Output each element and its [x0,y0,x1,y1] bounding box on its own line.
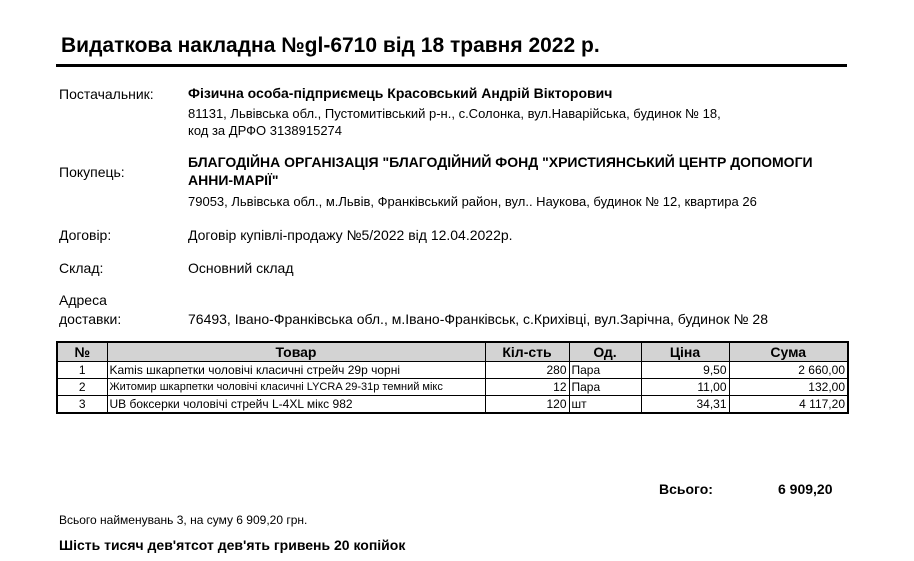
total-label: Всього: [659,481,713,497]
row-product: UB боксерки чоловічі стрейч L-4XL мікс 982 [107,396,485,414]
table-header-row [57,342,848,362]
total-in-words: Шість тисяч дев'ятсот дев'ять гривень 20 копійок [59,537,406,553]
contract-value: Договір купівлі-продажу №5/2022 від 12.04.2022р. [188,227,513,243]
header-qty: Кіл-сть [485,342,569,362]
warehouse-label: Склад: [59,260,104,276]
buyer-label: Покупець: [59,164,125,180]
row-product: Kamis шкарпетки чоловічі класичні стрейч 29р чорні [107,362,485,379]
items-table [56,341,849,414]
title-divider [56,64,847,67]
buyer-name-line2: АННИ-МАРІЇ" [188,172,279,188]
row-unit: Пара [569,362,641,379]
supplier-label: Постачальник: [59,86,154,102]
row-unit: шт [569,396,641,414]
row-price: 34,31 [641,396,729,414]
row-qty: 120 [485,396,569,414]
row-num: 2 [57,379,107,396]
row-product: Житомир шкарпетки чоловічі класичні LYCRA 29-31р темний мікс [107,379,485,396]
supplier-address: 81131, Львівська обл., Пустомитівський р-н., с.Солонка, вул.Наварійська, будинок № 18, [188,106,721,121]
delivery-address: 76493, Івано-Франківська обл., м.Івано-Франківськ, с.Крихівці, вул.Зарічна, будинок № 28 [188,311,769,327]
document-title: Видаткова накладна №gl-6710 від 18 травня 2022 р. [61,34,600,57]
row-qty: 12 [485,379,569,396]
header-num: № [57,342,107,362]
items-summary: Всього найменувань 3, на суму 6 909,20 грн. [59,513,308,527]
row-price: 9,50 [641,362,729,379]
header-product: Товар [107,342,485,362]
row-sum: 2 660,00 [729,362,848,379]
contract-label: Договір: [59,227,112,243]
table-row [57,362,848,379]
warehouse-value: Основний склад [188,260,294,276]
total-value: 6 909,20 [778,481,833,497]
buyer-name-line1: БЛАГОДІЙНА ОРГАНІЗАЦІЯ "БЛАГОДІЙНИЙ ФОНД "ХРИСТИЯНСЬКИЙ ЦЕНТР ДОПОМОГИ [188,154,813,170]
row-qty: 280 [485,362,569,379]
table-row [57,379,848,396]
row-sum: 4 117,20 [729,396,848,414]
header-price: Ціна [641,342,729,362]
row-sum: 132,00 [729,379,848,396]
row-num: 1 [57,362,107,379]
row-price: 11,00 [641,379,729,396]
table-row [57,396,848,414]
row-num: 3 [57,396,107,414]
supplier-tax-code: код за ДРФО 3138915274 [188,123,343,138]
header-unit: Од. [569,342,641,362]
header-sum: Сума [729,342,848,362]
delivery-label-line2: доставки: [59,311,122,327]
buyer-address: 79053, Львівська обл., м.Львів, Франківський район, вул.. Наукова, будинок № 12, квартира 26 [188,194,757,209]
row-unit: Пара [569,379,641,396]
supplier-name: Фізична особа-підприємець Красовський Андрій Вікторович [188,85,613,101]
delivery-label-line1: Адреса [59,292,107,308]
